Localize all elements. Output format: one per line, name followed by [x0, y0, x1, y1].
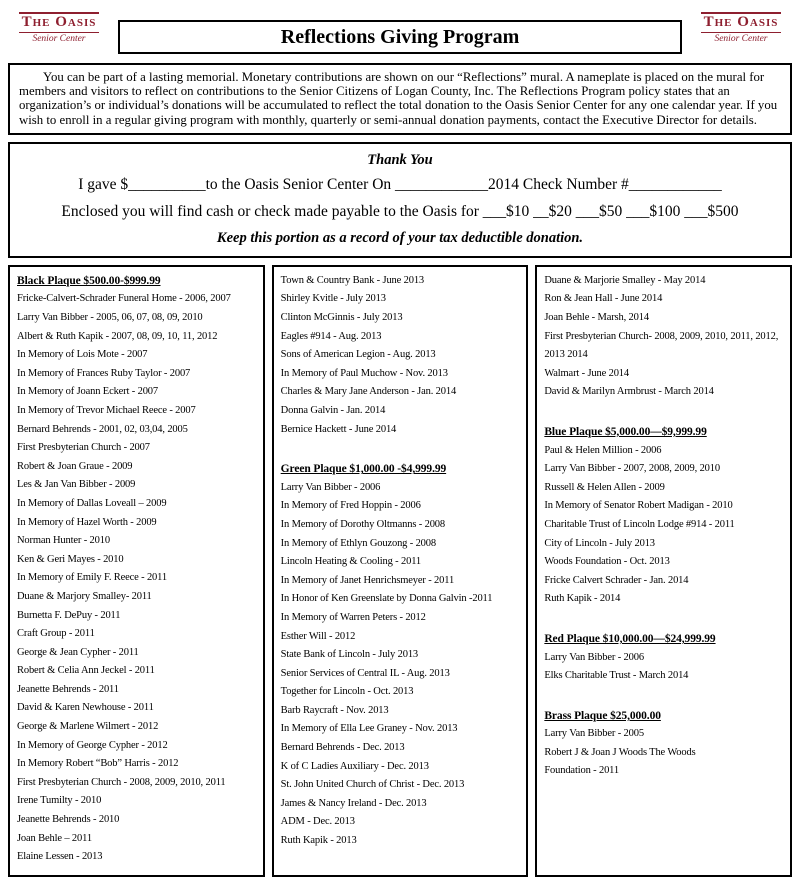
donor-entry: In Memory Robert “Bob” Harris - 2012	[17, 758, 179, 770]
plaque-section	[281, 460, 523, 850]
donor-entry: Esther Will - 2012	[280, 630, 356, 642]
donor-entry: Eagles #914 - Aug. 2013	[280, 330, 382, 342]
plaque-heading: Black Plaque $500.00-$999.99	[17, 274, 161, 287]
page-title: Reflections Giving Program	[280, 25, 520, 48]
intro-box	[8, 63, 792, 135]
donor-entry: Charitable Trust of Lincoln Lodge #914 - 2011	[544, 518, 735, 530]
donor-entry: First Presbyterian Church - 2007	[17, 442, 150, 454]
donor-entry: George & Marlene Wilmert - 2012	[17, 721, 159, 733]
intro-text: You can be part of a lasting memorial. Monetary contributions are shown on our “Reflections” mural. A nameplate is placed on the mural for members and visitors to reflect on contributions to the Senior Citizens of Logan County, Inc. The Reflections Program policy states that an organization’s or individual’s donations will be accumulated to reflect the total donation to the Oasis Senior Center for any one calendar year. If you wish to enroll in a regular giving program with monthly, quarterly or semi-annual donation payments, contact the Executive Director for details.	[19, 70, 778, 127]
donor-entry: Paul & Helen Million - 2006	[544, 444, 662, 456]
oasis-logo-wordmark: The Oasis	[19, 12, 100, 33]
thank-you-box	[8, 142, 792, 258]
donor-entry: Shirley Kvitle - July 2013	[280, 293, 386, 305]
donor-entry: In Memory of Fred Hoppin - 2006	[280, 500, 421, 512]
donor-entry: Larry Van Bibber - 2005	[544, 728, 644, 740]
plaque-section	[17, 272, 259, 867]
donor-entry: Jeanette Behrends - 2011	[17, 683, 119, 695]
header	[8, 8, 792, 58]
oasis-logo-left	[8, 8, 110, 58]
donor-entry: In Memory of Emily F. Reece - 2011	[17, 572, 167, 584]
donor-entry: Ruth Kapik - 2014	[544, 593, 621, 605]
donor-entry: In Memory of Frances Ruby Taylor - 2007	[17, 367, 191, 379]
donor-entry: Lincoln Heating & Cooling - 2011	[280, 556, 422, 568]
donor-entry: In Memory of Lois Mote - 2007	[17, 349, 148, 361]
donor-entry: K of C Ladies Auxiliary - Dec. 2013	[280, 760, 429, 772]
donor-entry: Charles & Mary Jane Anderson - Jan. 2014	[280, 386, 457, 398]
title-box	[118, 20, 682, 54]
donor-entry: Foundation - 2011	[544, 765, 619, 777]
donor-entry: Donna Galvin - Jan. 2014	[280, 404, 386, 416]
donor-entry: Joan Behle – 2011	[17, 832, 92, 844]
donor-entry: Craft Group - 2011	[17, 628, 95, 640]
donor-entry: In Memory of Warren Peters - 2012	[280, 611, 426, 623]
donor-entry: James & Nancy Ireland - Dec. 2013	[280, 797, 427, 809]
donor-entry: City of Lincoln - July 2013	[544, 537, 655, 549]
donor-entry: Robert & Joan Graue - 2009	[17, 460, 133, 472]
plaque-heading: Brass Plaque $25,000.00	[544, 709, 661, 722]
donor-entry: State Bank of Lincoln - July 2013	[280, 649, 419, 661]
donor-entry: Bernice Hackett - June 2014	[280, 423, 397, 435]
donor-entry: In Memory of Ella Lee Graney - Nov. 2013	[280, 723, 458, 735]
donor-entry: Walmart - June 2014	[544, 367, 630, 379]
donor-entry: Larry Van Bibber - 2006	[280, 481, 381, 493]
donor-entry: Ken & Geri Mayes - 2010	[17, 553, 124, 565]
donor-entry: Senior Services of Central IL - Aug. 2013	[280, 667, 450, 679]
donor-entry: In Memory of Senator Robert Madigan - 2010	[544, 500, 733, 512]
donor-entry: In Memory of Hazel Worth - 2009	[17, 516, 157, 528]
oasis-logo-tagline: Senior Center	[32, 34, 86, 44]
donor-entry: In Honor of Ken Greenslate by Donna Galvin -2011	[280, 593, 493, 605]
donor-entry: Larry Van Bibber - 2007, 2008, 2009, 2010	[544, 463, 720, 475]
plaque-section	[544, 423, 786, 609]
oasis-logo-right	[690, 8, 792, 58]
donor-entry: Burnetta F. DePuy - 2011	[17, 609, 121, 621]
donor-entry: Together for Lincoln - Oct. 2013	[280, 686, 414, 698]
donor-entry: In Memory of Dallas Loveall – 2009	[17, 497, 167, 509]
donor-entry: Elaine Lessen - 2013	[17, 851, 103, 863]
plaque-heading: Red Plaque $10,000.00—$24,999.99	[544, 632, 716, 645]
thank-you-title: Thank You	[367, 151, 433, 168]
plaque-heading: Blue Plaque $5,000.00—$9,999.99	[544, 425, 707, 438]
donor-entry: Irene Tumilty - 2010	[17, 795, 102, 807]
donor-entry: In Memory of Joann Eckert - 2007	[17, 386, 158, 398]
donor-entry: Clinton McGinnis - July 2013	[280, 312, 403, 323]
donor-entry: Joan Behle - Marsh, 2014	[544, 312, 649, 323]
donor-entry: In Memory of George Cypher - 2012	[17, 739, 168, 751]
donor-entry: Robert J & Joan J Woods The Woods	[544, 746, 696, 758]
donor-entry: Ruth Kapik - 2013	[280, 835, 357, 847]
donor-entry: George & Jean Cypher - 2011	[17, 646, 139, 658]
donor-entry: ADM - Dec. 2013	[280, 816, 355, 828]
thank-you-gave-line: I gave $__________to the Oasis Senior Center On ____________2014 Check Number #____________	[78, 175, 722, 193]
plaque-section	[281, 272, 523, 439]
donor-entry: In Memory of Trevor Michael Reece - 2007	[17, 404, 196, 416]
donor-entry: Jeanette Behrends - 2010	[17, 814, 120, 826]
donor-entry: Sons of American Legion - Aug. 2013	[280, 349, 436, 361]
donor-entry: Woods Foundation - Oct. 2013	[544, 556, 670, 568]
donor-entry: Fricke-Calvert-Schrader Funeral Home - 2006, 2007	[17, 293, 231, 305]
thank-you-keep-note: Keep this portion as a record of your tax deductible donation.	[216, 229, 584, 246]
donor-entry: Duane & Marjory Smalley- 2011	[17, 590, 152, 602]
donor-entry: Town & Country Bank - June 2013	[280, 274, 425, 286]
oasis-logo-tagline: Senior Center	[714, 34, 768, 44]
donor-entry: St. John United Church of Christ - Dec. 2013	[280, 779, 465, 791]
donor-entry: Bernard Behrends - 2001, 02, 03,04, 2005	[17, 423, 188, 435]
donor-entry: Bernard Behrends - Dec. 2013	[280, 742, 405, 754]
donor-entry: Les & Jan Van Bibber - 2009	[17, 479, 136, 491]
donor-entry: Russell & Helen Allen - 2009	[544, 481, 665, 493]
donor-entry: In Memory of Paul Muchow - Nov. 2013	[280, 367, 448, 379]
donor-entry: Larry Van Bibber - 2005, 06, 07, 08, 09, 2010	[17, 312, 203, 323]
donor-entry: Larry Van Bibber - 2006	[544, 651, 644, 663]
donor-entry: Robert & Celia Ann Jeckel - 2011	[17, 665, 155, 677]
donor-entry: Fricke Calvert Schrader - Jan. 2014	[544, 574, 689, 586]
oasis-logo-wordmark: The Oasis	[701, 12, 782, 33]
plaque-heading: Green Plaque $1,000.00 -$4,999.99	[280, 463, 447, 476]
donor-column-2	[272, 265, 529, 877]
donor-entry: In Memory of Ethlyn Gouzong - 2008	[280, 537, 436, 549]
plaque-section	[544, 630, 786, 686]
donor-entry: David & Marilyn Armbrust - March 2014	[544, 386, 714, 398]
donor-column-3	[535, 265, 792, 877]
donor-entry: David & Karen Newhouse - 2011	[17, 702, 154, 714]
donor-entry: Norman Hunter - 2010	[17, 535, 110, 547]
donor-entry: First Presbyterian Church - 2008, 2009, 2010, 2011	[17, 776, 226, 788]
donor-columns	[8, 265, 792, 877]
donor-entry: First Presbyterian Church- 2008, 2009, 2010, 2011, 2012, 2013 2014	[544, 330, 779, 361]
donor-column-1	[8, 265, 265, 877]
donor-entry: Elks Charitable Trust - March 2014	[544, 670, 689, 682]
donor-entry: In Memory of Dorothy Oltmanns - 2008	[280, 518, 445, 530]
donor-entry: Duane & Marjorie Smalley - May 2014	[544, 274, 706, 286]
donor-entry: Ron & Jean Hall - June 2014	[544, 293, 663, 305]
plaque-section	[544, 272, 786, 402]
donor-entry: Barb Raycraft - Nov. 2013	[280, 704, 389, 716]
donor-entry: Albert & Ruth Kapik - 2007, 08, 09, 10, 11, 2012	[17, 330, 218, 342]
donor-entry: In Memory of Janet Henrichsmeyer - 2011	[280, 574, 455, 586]
plaque-section	[544, 707, 786, 781]
thank-you-enclosed-line: Enclosed you will find cash or check made payable to the Oasis for ___$10 __$20 ___$50 ___$100 ___$500	[61, 202, 739, 220]
